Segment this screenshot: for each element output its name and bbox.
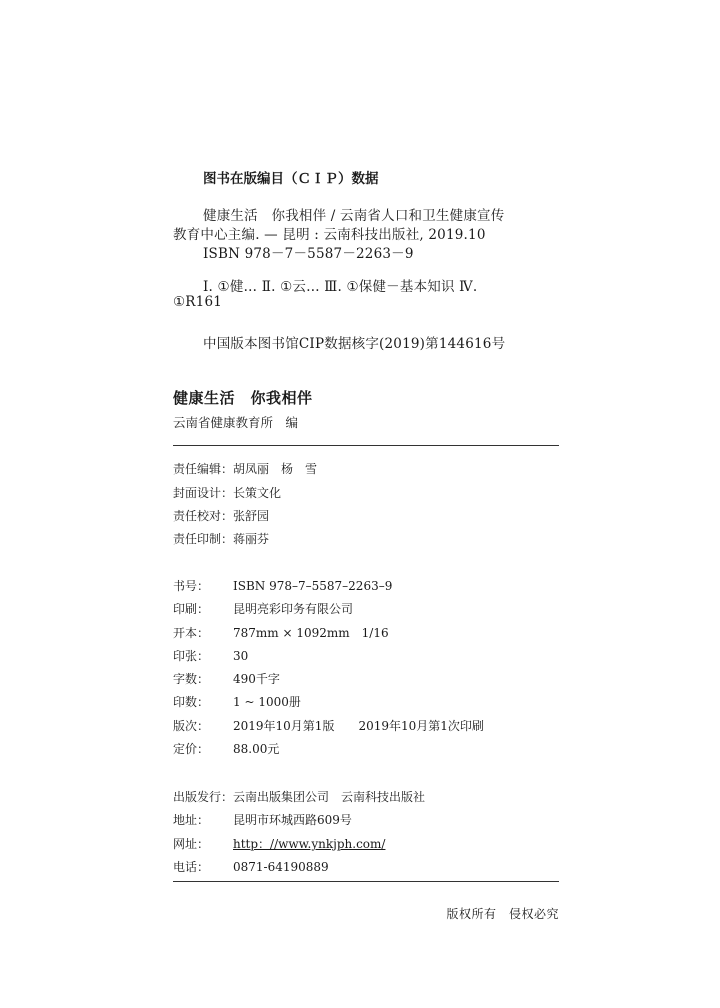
spec-label [173, 647, 233, 664]
spec-label-char: 次： [185, 719, 210, 733]
spec-label [173, 624, 233, 641]
phone-label-char: 电 [173, 860, 186, 874]
divider [173, 881, 559, 882]
spec-label [173, 717, 233, 734]
spec-label-char: 开 [173, 626, 186, 640]
spec-row [173, 717, 484, 734]
staff-value: 长策文化 [233, 486, 282, 500]
spec-label [173, 577, 233, 594]
staff-label: 责任印制： [173, 532, 234, 546]
spec-label-char: 字 [173, 672, 186, 686]
address-label [173, 811, 233, 828]
spec-value: 1 ~ 1000册 [233, 695, 301, 709]
publisher-row [173, 788, 425, 805]
spec-label [173, 693, 233, 710]
website-link[interactable]: http：//www.ynkjph.com/ [233, 837, 386, 851]
spec-label-char: 定 [173, 742, 186, 756]
staff-row [173, 460, 317, 477]
spec-row [173, 647, 248, 664]
cip-isbn-line: ISBN 978－7－5587－2263－9 [203, 246, 414, 262]
spec-label-char: 数： [185, 695, 210, 709]
spec-label-char: 印 [173, 602, 186, 616]
staff-row [173, 484, 281, 501]
spec-label [173, 600, 233, 617]
spec-label-char: 书 [173, 579, 186, 593]
phone-label-char: 话： [185, 860, 210, 874]
cip-classification-code: ①R161 [173, 294, 223, 310]
website-label [173, 835, 233, 852]
spec-value: 30 [233, 649, 249, 663]
spec-label-char: 印 [173, 649, 186, 663]
spec-value: 490千字 [233, 672, 280, 686]
phone-row [173, 858, 329, 875]
cip-title-line: 健康生活 你我相伴 / 云南省人口和卫生健康宣传 [203, 208, 505, 224]
spec-row [173, 693, 301, 710]
spec-row [173, 600, 353, 617]
staff-label: 责任编辑： [173, 462, 234, 476]
staff-row [173, 507, 269, 524]
address-label-char: 址： [185, 813, 210, 827]
spec-value: 2019年10月第1版 2019年10月第1次印刷 [233, 719, 484, 733]
cip-record-number: 中国版本图书馆CIP数据核字(2019)第144616号 [203, 336, 506, 352]
spec-row [173, 624, 389, 641]
spec-label-char: 印 [173, 695, 186, 709]
phone-label [173, 858, 233, 875]
staff-row [173, 530, 269, 547]
spec-value: 88.00元 [233, 742, 280, 756]
spec-label [173, 670, 233, 687]
staff-label: 责任校对： [173, 509, 234, 523]
address-value: 昆明市环城西路609号 [233, 813, 352, 827]
spec-label-char: 数： [185, 672, 210, 686]
phone-value: 0871-64190889 [233, 860, 329, 874]
address-row [173, 811, 352, 828]
website-label-char: 址： [185, 837, 210, 851]
publisher-value: 云南出版集团公司 云南科技出版社 [233, 790, 426, 804]
staff-value: 胡凤丽 杨 雪 [233, 462, 318, 476]
staff-label: 封面设计： [173, 486, 234, 500]
spec-row [173, 577, 392, 594]
spec-row [173, 740, 279, 757]
spec-value: 787mm × 1092mm 1/16 [233, 626, 389, 640]
divider [173, 445, 559, 446]
spec-value: ISBN 978–7–5587–2263–9 [233, 579, 393, 593]
address-label-char: 地 [173, 813, 186, 827]
spec-label-char: 价： [185, 742, 210, 756]
spec-label-char: 号： [185, 579, 210, 593]
book-title: 健康生活 你我相伴 [173, 389, 313, 407]
spec-label [173, 740, 233, 757]
staff-value: 蒋丽芬 [233, 532, 270, 546]
cip-classification-line: Ⅰ. ①健… Ⅱ. ①云… Ⅲ. ①保健－基本知识 Ⅳ. [203, 279, 478, 295]
website-row [173, 835, 385, 852]
publisher-label: 出版发行： [173, 790, 234, 804]
website-label-char: 网 [173, 837, 186, 851]
staff-value: 张舒园 [233, 509, 270, 523]
spec-label-char: 版 [173, 719, 186, 733]
cip-heading: 图书在版编目（ＣＩＰ）数据 [203, 171, 379, 187]
spec-label-char: 本： [185, 626, 210, 640]
spec-value: 昆明亮彩印务有限公司 [233, 602, 354, 616]
spec-label-char: 刷： [185, 602, 210, 616]
copyright-notice: 版权所有 侵权必究 [446, 907, 559, 921]
spec-row [173, 670, 280, 687]
book-editor: 云南省健康教育所 编 [173, 415, 299, 430]
cip-publication-line: 教育中心主编. — 昆明 : 云南科技出版社, 2019.10 [173, 227, 486, 243]
spec-label-char: 张： [185, 649, 210, 663]
